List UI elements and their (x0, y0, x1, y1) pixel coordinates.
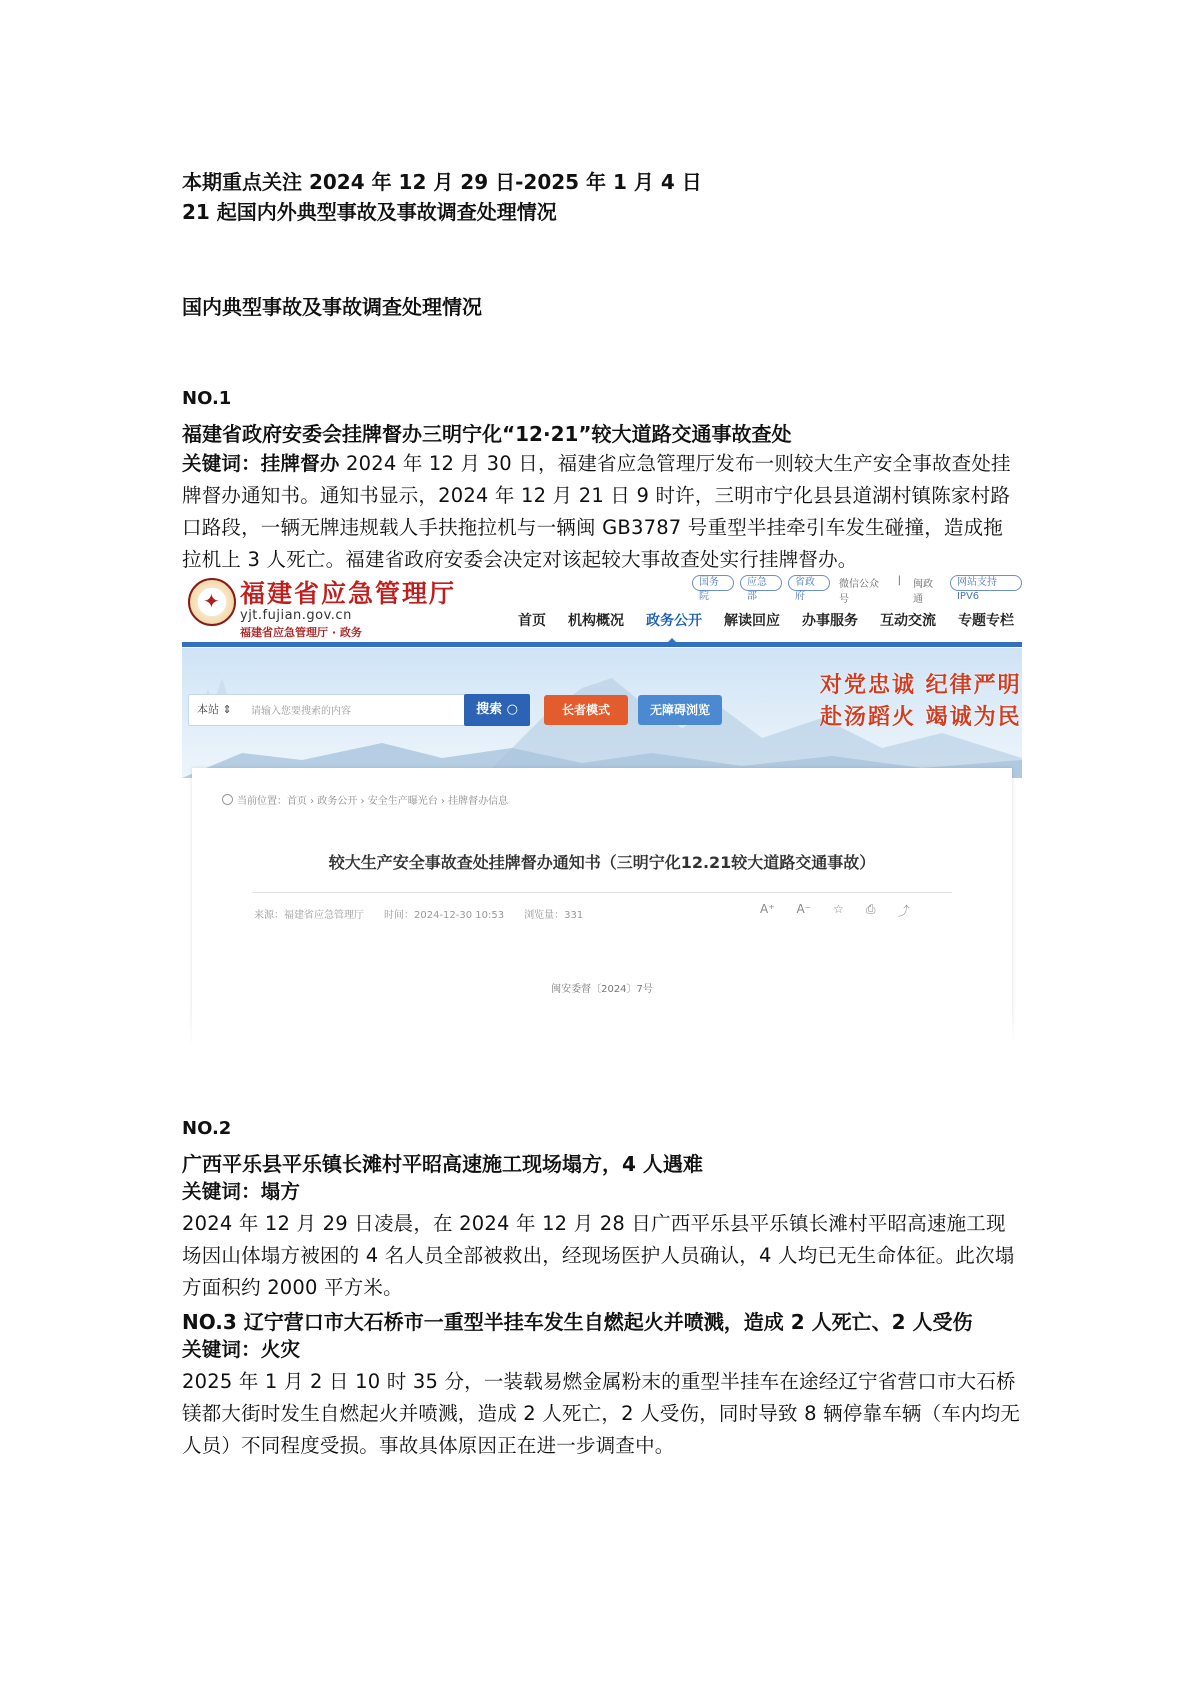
item-body (182, 1176, 1022, 1304)
item-title: 福建省政府安委会挂牌督办三明宁化“12·21”较大道路交通事故查处 (182, 422, 792, 446)
item-title: 广西平乐县平乐镇长滩村平昭高速施工现场塌方，4 人遇难 (182, 1152, 703, 1176)
search-box[interactable] (188, 694, 466, 726)
nav-item-active[interactable]: 政务公开 (646, 613, 702, 629)
screenshot-fade (182, 1012, 1022, 1050)
nav-underline (182, 642, 1022, 647)
nav-item[interactable]: 解读回应 (724, 613, 780, 629)
divider (252, 892, 952, 893)
nav-item[interactable]: 机构概况 (568, 613, 624, 629)
item-number: NO.1 (182, 388, 232, 409)
search-input[interactable]: 请输入您要搜索的内容 (251, 706, 351, 717)
item-number: NO.3 (182, 1310, 237, 1334)
item-body-text: 2025 年 1 月 2 日 10 时 35 分，一装载易燃金属粉末的重型半挂车在途经辽宁省营口市大石桥镁都大街时发生自燃起火并喷溅，造成 2 人死亡，2 人受伤，同时导致 8 辆停靠车辆（车内均无人员）不同程度受损。事故具体原因正在进一步调查中。 (182, 1370, 1021, 1457)
slogan-line: 对党忠诚 纪律严明 (820, 672, 1022, 698)
emergency-emblem-icon: ✦ (188, 578, 236, 626)
site-subtitle: 福建省应急管理厅 · 政务 (240, 626, 362, 639)
top-link[interactable]: 微信公众号 (838, 579, 879, 605)
article-title: 较大生产安全事故查处挂牌督办通知书（三明宁化12.21较大道路交通事故） (328, 853, 876, 872)
issue-summary-heading: 21 起国内外典型事故及事故调查处理情况 (182, 200, 557, 224)
top-link[interactable]: 应急部 (740, 575, 782, 591)
top-link[interactable]: 国务院 (692, 575, 734, 591)
issue-period-heading: 本期重点关注 2024 年 12 月 29 日-2025 年 1 月 4 日 (182, 170, 702, 194)
embedded-website-screenshot (182, 572, 1022, 1050)
article-tools (760, 902, 909, 919)
breadcrumb-text: 当前位置：首页 › 政务公开 › 安全生产曝光台 › 挂牌督办信息 (237, 796, 509, 807)
print-icon[interactable]: ⎙ (865, 902, 876, 916)
section-title: 国内典型事故及事故调查处理情况 (182, 295, 482, 319)
slogan-line: 赴汤蹈火 竭诚为民 (820, 704, 1022, 730)
top-link[interactable]: 闽政通 (912, 579, 933, 605)
item-number: NO.2 (182, 1118, 232, 1139)
ipv6-badge: 网站支持IPV6 (950, 575, 1022, 591)
share-icon[interactable]: ⤴ (897, 904, 910, 918)
elder-mode-button[interactable]: 长者模式 (544, 695, 628, 725)
font-decrease-icon[interactable]: A⁻ (796, 902, 812, 916)
search-button[interactable]: 搜索 ○ (464, 694, 530, 726)
location-pin-icon (222, 794, 233, 805)
site-banner (182, 648, 1022, 778)
site-url: yjt.fujian.gov.cn (240, 608, 352, 623)
top-links (692, 575, 1022, 605)
top-link[interactable]: 省政府 (788, 575, 830, 591)
keyword-label: 关键词：挂牌督办 (182, 452, 340, 475)
item-title: 辽宁营口市大石桥市一重型半挂车发生自燃起火并喷溅，造成 2 人死亡、2 人受伤 (243, 1310, 973, 1334)
accessibility-button[interactable]: 无障碍浏览 (638, 695, 722, 725)
nav-item[interactable]: 专题专栏 (958, 613, 1014, 629)
keyword-label: 关键词：火灾 (182, 1338, 301, 1361)
site-header (182, 572, 1022, 648)
main-nav (518, 610, 1014, 630)
item-body (182, 1334, 1022, 1462)
favorite-icon[interactable]: ☆ (833, 902, 844, 916)
article-meta: 来源：福建省应急管理厅 时间：2024-12-30 10:53 浏览量：331 (254, 910, 584, 921)
site-name: 福建省应急管理厅 (240, 579, 457, 608)
article-card (192, 768, 1012, 1050)
breadcrumb (222, 792, 508, 807)
item-body-text: 2024 年 12 月 30 日，福建省应急管理厅发布一则较大生产安全事故查处挂牌督办通知书。通知书显示，2024 年 12 月 21 日 9 时许，三明市宁化县县道湖村镇陈家村路口路段，一辆无牌违规载人手扶拖拉机与一辆闽 GB3787 号重型半挂牵引车发生碰撞，造成拖拉机上 3 人死亡。福建省政府安委会决定对该起较大事故查处实行挂牌督办。 (182, 452, 1011, 571)
search-scope-select[interactable]: 本站 ⇕ (197, 703, 232, 716)
keyword-label: 关键词：塌方 (182, 1180, 301, 1203)
item-body-text: 2024 年 12 月 29 日凌晨，在 2024 年 12 月 28 日广西平乐县平乐镇长滩村平昭高速施工现场因山体塌方被困的 4 名人员全部被救出，经现场医护人员确认，4 人均已无生命体征。此次塌方面积约 2000 平方米。 (182, 1212, 1015, 1299)
nav-item[interactable]: 首页 (518, 613, 546, 629)
nav-item[interactable]: 互动交流 (880, 613, 936, 629)
document-number: 闽安委督〔2024〕7号 (551, 984, 653, 995)
item-body (182, 448, 1022, 576)
divider: | (897, 575, 901, 586)
item-title-row (182, 1306, 973, 1335)
font-increase-icon[interactable]: A⁺ (760, 902, 775, 916)
nav-item[interactable]: 办事服务 (802, 613, 858, 629)
